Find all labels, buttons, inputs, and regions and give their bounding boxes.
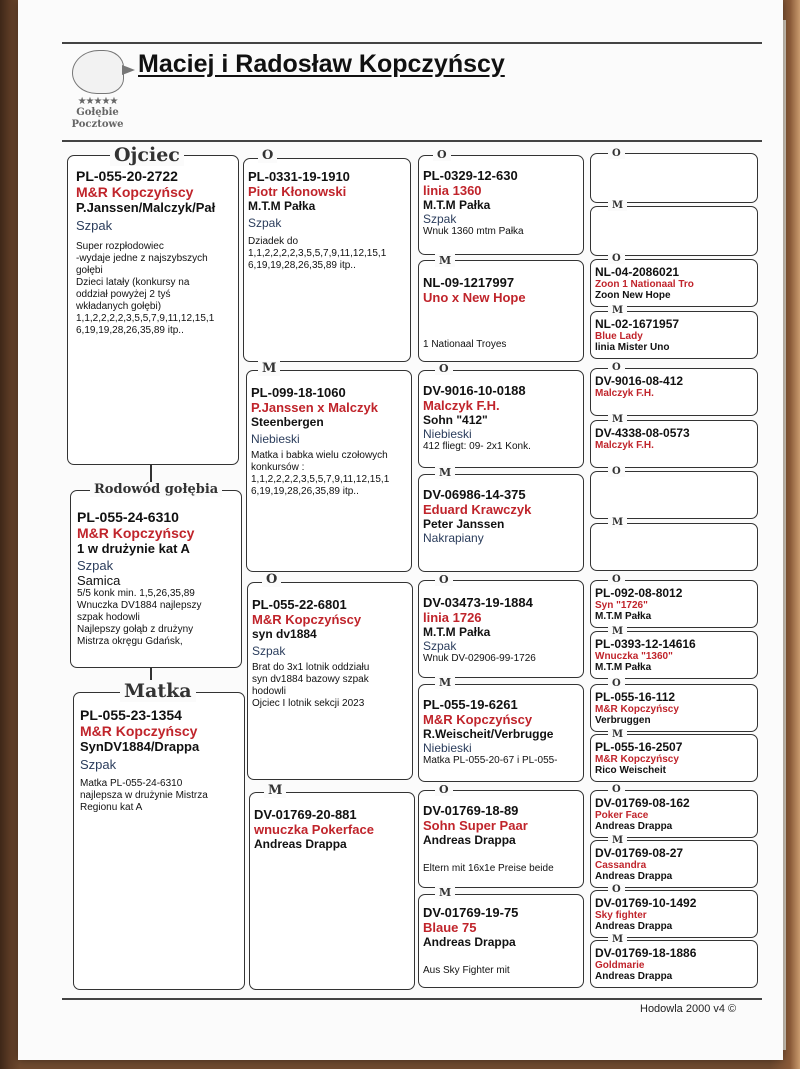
note-line: Matka i babka wielu czołowych <box>251 450 388 461</box>
note-line: Wnuk 1360 mtm Pałka <box>423 226 524 237</box>
mff-color: Szpak <box>423 639 457 653</box>
mmf-box <box>418 790 584 888</box>
g4-box-8 <box>590 523 758 571</box>
fm-owner: Steenbergen <box>251 415 324 429</box>
g4-name: Blue Lady <box>595 331 643 342</box>
note-line: Regionu kat A <box>80 802 143 813</box>
g4-owner: M.T.M Pałka <box>595 611 652 622</box>
mother-id: PL-055-23-1354 <box>80 707 182 723</box>
g4-ring-label: M <box>608 200 627 211</box>
ffm-name: Uno x New Hope <box>423 290 526 305</box>
mmm-box <box>418 894 584 988</box>
g4-ring-label: O <box>608 884 625 895</box>
g4-ring-label: O <box>608 466 625 477</box>
mm-owner: Andreas Drappa <box>254 837 347 851</box>
g4-ring-label: O <box>608 678 625 689</box>
page-title: Maciej i Radosław Kopczyńscy <box>138 50 505 78</box>
g4-name: M&R Kopczyńscy <box>595 704 679 715</box>
father-notes <box>76 241 236 337</box>
mmf-name: Sohn Super Paar <box>423 818 528 833</box>
fff-owner: M.T.M Pałka <box>423 198 491 212</box>
mf-name: M&R Kopczyńscy <box>252 612 362 627</box>
g4-owner: Andreas Drappa <box>595 871 673 882</box>
mfm-ring-label: M <box>435 676 455 689</box>
g4-id: PL-055-16-112 <box>595 690 676 704</box>
mf-id: PL-055-22-6801 <box>252 597 347 612</box>
g4-name: Malczyk F.H. <box>595 388 654 399</box>
g4-ring-label: O <box>608 784 625 795</box>
mmm-name: Blaue 75 <box>423 920 477 935</box>
ffm-id: NL-09-1217997 <box>423 275 515 290</box>
g4-name: Sky fighter <box>595 910 647 921</box>
g4-id: PL-0393-12-14616 <box>595 637 696 651</box>
mff-owner: M.T.M Pałka <box>423 625 491 639</box>
note-line: Eltern mit 16x1e Preise beide <box>423 863 554 874</box>
g4-id: PL-055-16-2507 <box>595 740 683 754</box>
mmm-id: DV-01769-19-75 <box>423 905 519 920</box>
mf-box <box>247 582 413 780</box>
fm-name: P.Janssen x Malczyk <box>251 400 378 415</box>
mff-name: linia 1726 <box>423 610 482 625</box>
mother-owner: SynDV1884/Drappa <box>80 739 200 754</box>
mff-id: DV-03473-19-1884 <box>423 595 533 610</box>
g4-id: DV-01769-08-162 <box>595 796 690 810</box>
ff-box <box>243 158 411 362</box>
g4-id: DV-9016-08-412 <box>595 374 684 388</box>
pigeon-head-icon <box>72 50 124 94</box>
note-line: -wydaje jedne z najszybszych <box>76 253 208 264</box>
fff-name: linia 1360 <box>423 183 482 198</box>
note-line: szpak hodowli <box>77 612 140 623</box>
mmm-owner: Andreas Drappa <box>423 935 516 949</box>
mother-color: Szpak <box>80 757 117 772</box>
father-color: Szpak <box>76 218 113 233</box>
mm-name: wnuczka Pokerface <box>254 822 374 837</box>
fmf-ring-label: O <box>435 362 453 375</box>
g4-name: Wnuczka "1360" <box>595 651 673 662</box>
note-line: hodowli <box>252 686 286 697</box>
fmm-ring-label: M <box>435 466 455 479</box>
fmf-color: Niebieski <box>423 427 472 441</box>
g4-box-5 <box>590 368 758 416</box>
g4-ring-label: M <box>608 517 627 528</box>
note-line: Wnuk DV-02906-99-1726 <box>423 653 536 664</box>
mfm-owner: R.Weischeit/Verbrugge <box>423 727 554 741</box>
g4-box-4 <box>590 311 758 359</box>
note-line: 412 fliegt: 09- 2x1 Konk. <box>423 441 531 452</box>
fm-id: PL-099-18-1060 <box>251 385 346 400</box>
note-line: Brat do 3x1 lotnik oddziału <box>252 662 370 673</box>
g4-ring-label: M <box>608 305 627 316</box>
note-line: 1 Nationaal Troyes <box>423 339 507 350</box>
note-line: Dzieci latały (konkursy na <box>76 277 190 288</box>
note-line: Najlepszy gołąb z drużyny <box>77 624 194 635</box>
logo-stars: ★★★★★ <box>77 96 118 107</box>
note-line: 6,19,19,28,26,35,89 itp.. <box>248 260 356 271</box>
ffm-ring-label: M <box>435 254 455 267</box>
father-name: M&R Kopczyńscy <box>76 184 194 200</box>
note-line: konkursów : <box>251 462 305 473</box>
g4-owner: linia Mister Uno <box>595 342 670 353</box>
note-line: najlepsza w drużynie Mistrza <box>80 790 208 801</box>
note-line: 1,1,2,2,2,2,3,5,5,7,9,11,12,15,1 <box>248 248 387 259</box>
g4-box-12 <box>590 734 758 782</box>
mother-label: Matka <box>120 680 196 702</box>
g4-name: M&R Kopczyńscy <box>595 754 679 765</box>
g4-owner: Andreas Drappa <box>595 971 673 982</box>
mm-box <box>249 792 415 990</box>
g4-owner: Andreas Drappa <box>595 821 673 832</box>
logo <box>60 46 135 141</box>
note-line: Ojciec I lotnik sekcji 2023 <box>252 698 365 709</box>
ffm-box <box>418 260 584 362</box>
g4-id: NL-04-2086021 <box>595 265 680 279</box>
g4-box-9 <box>590 580 758 628</box>
g4-box-14 <box>590 840 758 888</box>
g4-box-16 <box>590 940 758 988</box>
g4-box-10 <box>590 631 758 679</box>
fff-color: Szpak <box>423 212 457 226</box>
g4-owner: M.T.M Pałka <box>595 662 652 673</box>
note-line: 6,19,19,28,26,35,89 itp.. <box>251 486 359 497</box>
note-line: syn dv1884 bazowy szpak <box>252 674 369 685</box>
fm-ring-label: M <box>258 361 280 376</box>
mfm-name: M&R Kopczyńscy <box>423 712 533 727</box>
fmm-id: DV-06986-14-375 <box>423 487 526 502</box>
g4-id: NL-02-1671957 <box>595 317 680 331</box>
g4-name: Malczyk F.H. <box>595 440 654 451</box>
mother-box <box>73 692 245 990</box>
g4-owner: Verbruggen <box>595 715 651 726</box>
ff-id: PL-0331-19-1910 <box>248 169 350 184</box>
fm-color: Niebieski <box>251 432 300 446</box>
mmf-owner: Andreas Drappa <box>423 833 516 847</box>
g4-box-7 <box>590 471 758 519</box>
g4-name: Zoon 1 Nationaal Tro <box>595 279 694 290</box>
g4-box-13 <box>590 790 758 838</box>
g4-name: Goldmarie <box>595 960 645 971</box>
g4-box-1 <box>590 153 758 203</box>
note-line: Matka PL-055-20-67 i PL-055- <box>423 755 558 766</box>
mfm-color: Niebieski <box>423 741 472 755</box>
fmf-owner: Sohn "412" <box>423 413 488 427</box>
mmf-ring-label: O <box>435 783 453 796</box>
fff-ring-label: O <box>433 148 451 161</box>
g4-ring-label: M <box>608 729 627 740</box>
g4-owner: Zoon New Hope <box>595 290 671 301</box>
fmm-box <box>418 474 584 572</box>
g4-ring-label: M <box>608 835 627 846</box>
mfm-id: PL-055-19-6261 <box>423 697 518 712</box>
ff-ring-label: O <box>258 148 277 163</box>
father-owner: P.Janssen/Malczyk/Pał <box>76 200 216 215</box>
g4-owner: Rico Weischeit <box>595 765 666 776</box>
fff-box <box>418 155 584 255</box>
father-label: Ojciec <box>110 144 184 166</box>
logo-line-2: Pocztowe <box>71 119 124 130</box>
fmf-name: Malczyk F.H. <box>423 398 500 413</box>
pigeon-color: Szpak <box>77 558 114 573</box>
mff-box <box>418 580 584 678</box>
g4-box-2 <box>590 206 758 256</box>
fm-box <box>246 370 412 572</box>
mmf-id: DV-01769-18-89 <box>423 803 519 818</box>
note-line: wkładanych gołębi) <box>76 301 162 312</box>
logo-line-1: Gołębie <box>76 107 119 118</box>
g4-box-6 <box>590 420 758 468</box>
pigeon-name: M&R Kopczyńscy <box>77 525 195 541</box>
footer-rule <box>62 998 762 1000</box>
footer-text: Hodowla 2000 v4 © <box>640 1003 737 1015</box>
header-rule <box>62 140 762 142</box>
note-line: Wnuczka DV1884 najlepszy <box>77 600 202 611</box>
mmm-ring-label: M <box>435 886 455 899</box>
note-line: Mistrza okręgu Gdańsk, <box>77 636 183 647</box>
fmm-color: Nakrapiany <box>423 531 484 545</box>
mf-ring-label: O <box>262 572 281 587</box>
note-line: Super rozpłodowiec <box>76 241 164 252</box>
g4-box-11 <box>590 684 758 732</box>
g4-box-15 <box>590 890 758 938</box>
note-line: Aus Sky Fighter mit <box>423 965 510 976</box>
g4-id: DV-01769-18-1886 <box>595 946 697 960</box>
pedigree-label: Rodowód gołębia <box>90 482 222 497</box>
note-line: 1,1,2,2,2,2,3,5,5,7,9,11,12,15,1 <box>251 474 390 485</box>
mf-color: Szpak <box>252 644 286 658</box>
father-box <box>67 155 239 465</box>
fmf-box <box>418 370 584 468</box>
g4-ring-label: M <box>608 934 627 945</box>
g4-ring-label: O <box>608 362 625 373</box>
g4-ring-label: O <box>608 574 625 585</box>
g4-ring-label: M <box>608 414 627 425</box>
g4-id: DV-4338-08-0573 <box>595 426 690 440</box>
note-line: 6,19,19,28,26,35,89 itp.. <box>76 325 184 336</box>
ff-owner: M.T.M Pałka <box>248 199 316 213</box>
ff-color: Szpak <box>248 216 282 230</box>
pigeon-owner: 1 w drużynie kat A <box>77 541 190 556</box>
note-line: 5/5 konk min. 1,5,26,35,89 <box>77 588 195 599</box>
pigeon-id: PL-055-24-6310 <box>77 509 179 525</box>
fmm-name: Eduard Krawczyk <box>423 502 532 517</box>
fff-id: PL-0329-12-630 <box>423 168 518 183</box>
note-line: gołębi <box>76 265 103 276</box>
g4-name: Cassandra <box>595 860 647 871</box>
mfm-box <box>418 684 584 782</box>
ff-name: Piotr Kłonowski <box>248 184 347 199</box>
g4-id: DV-01769-08-27 <box>595 846 684 860</box>
g4-id: DV-01769-10-1492 <box>595 896 697 910</box>
fmm-owner: Peter Janssen <box>423 517 505 531</box>
g4-name: Poker Face <box>595 810 649 821</box>
note-line: Dziadek do <box>248 236 299 247</box>
note-line: 1,1,2,2,2,2,3,5,5,7,9,11,12,15,1 <box>76 313 215 324</box>
top-rule <box>62 42 762 44</box>
note-line: Matka PL-055-24-6310 <box>80 778 183 789</box>
father-id: PL-055-20-2722 <box>76 168 178 184</box>
mf-owner: syn dv1884 <box>252 627 317 641</box>
fmf-id: DV-9016-10-0188 <box>423 383 526 398</box>
mm-ring-label: M <box>264 783 286 798</box>
g4-name: Syn "1726" <box>595 600 648 611</box>
note-line: oddział powyżej 2 tyś <box>76 289 171 300</box>
g4-id: PL-092-08-8012 <box>595 586 683 600</box>
mm-id: DV-01769-20-881 <box>254 807 357 822</box>
g4-owner: Andreas Drappa <box>595 921 673 932</box>
g4-box-3 <box>590 259 758 307</box>
g4-ring-label: O <box>608 148 625 159</box>
mff-ring-label: O <box>435 573 453 586</box>
mother-name: M&R Kopczyńscy <box>80 723 198 739</box>
g4-ring-label: M <box>608 626 627 637</box>
g4-ring-label: O <box>608 253 625 264</box>
pigeon-box <box>70 490 242 668</box>
pigeon-sex: Samica <box>77 573 121 588</box>
